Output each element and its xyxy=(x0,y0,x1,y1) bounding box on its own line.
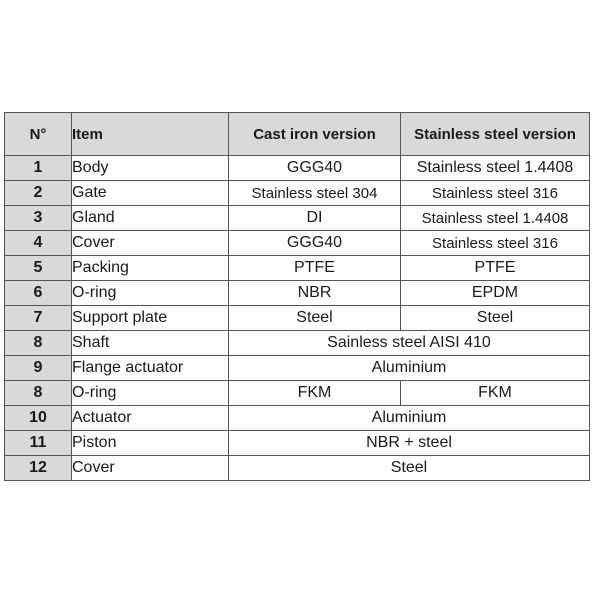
row-cast-iron-material: NBR xyxy=(229,281,401,306)
row-item: O-ring xyxy=(72,281,229,306)
row-shared-material: Sainless steel AISI 410 xyxy=(229,331,590,356)
row-item: Support plate xyxy=(72,306,229,331)
header-cast-iron-version: Cast iron version xyxy=(229,113,401,156)
row-item: Flange actuator xyxy=(72,356,229,381)
row-number: 7 xyxy=(5,306,72,331)
row-number: 10 xyxy=(5,406,72,431)
row-item: O-ring xyxy=(72,381,229,406)
table-row xyxy=(5,306,590,331)
row-number: 2 xyxy=(5,181,72,206)
materials-table xyxy=(4,112,590,481)
row-item: Body xyxy=(72,156,229,181)
table-row xyxy=(5,231,590,256)
row-item: Actuator xyxy=(72,406,229,431)
row-cast-iron-material: GGG40 xyxy=(229,231,401,256)
row-item: Cover xyxy=(72,231,229,256)
row-item: Gate xyxy=(72,181,229,206)
header-stainless-steel-version: Stainless steel version xyxy=(401,113,590,156)
row-cast-iron-material: Stainless steel 304 xyxy=(229,181,401,206)
row-item: Shaft xyxy=(72,331,229,356)
table-row xyxy=(5,356,590,381)
row-cast-iron-material: PTFE xyxy=(229,256,401,281)
row-shared-material: Aluminium xyxy=(229,406,590,431)
row-number: 1 xyxy=(5,156,72,181)
row-item: Packing xyxy=(72,256,229,281)
table-row xyxy=(5,181,590,206)
row-stainless-material: Stainless steel 316 xyxy=(401,181,590,206)
table-row xyxy=(5,406,590,431)
row-cast-iron-material: GGG40 xyxy=(229,156,401,181)
table-row xyxy=(5,431,590,456)
row-number: 4 xyxy=(5,231,72,256)
row-shared-material: Aluminium xyxy=(229,356,590,381)
row-number: 8 xyxy=(5,331,72,356)
row-stainless-material: Stainless steel 1.4408 xyxy=(401,206,590,231)
row-stainless-material: Steel xyxy=(401,306,590,331)
table-row xyxy=(5,156,590,181)
row-shared-material: Steel xyxy=(229,456,590,481)
table-row xyxy=(5,381,590,406)
table-row xyxy=(5,281,590,306)
row-stainless-material: Stainless steel 316 xyxy=(401,231,590,256)
row-number: 9 xyxy=(5,356,72,381)
row-item: Piston xyxy=(72,431,229,456)
table-row xyxy=(5,331,590,356)
header-item: Item xyxy=(72,113,229,156)
row-number: 3 xyxy=(5,206,72,231)
row-item: Cover xyxy=(72,456,229,481)
row-stainless-material: PTFE xyxy=(401,256,590,281)
header-number: N° xyxy=(5,113,72,156)
row-item: Gland xyxy=(72,206,229,231)
row-cast-iron-material: FKM xyxy=(229,381,401,406)
table-row xyxy=(5,456,590,481)
row-number: 12 xyxy=(5,456,72,481)
row-number: 8 xyxy=(5,381,72,406)
row-stainless-material: FKM xyxy=(401,381,590,406)
row-shared-material: NBR + steel xyxy=(229,431,590,456)
row-stainless-material: EPDM xyxy=(401,281,590,306)
row-number: 6 xyxy=(5,281,72,306)
row-stainless-material: Stainless steel 1.4408 xyxy=(401,156,590,181)
row-number: 5 xyxy=(5,256,72,281)
table-row xyxy=(5,206,590,231)
row-cast-iron-material: Steel xyxy=(229,306,401,331)
table-row xyxy=(5,256,590,281)
row-cast-iron-material: DI xyxy=(229,206,401,231)
table-header-row xyxy=(5,113,590,156)
row-number: 11 xyxy=(5,431,72,456)
